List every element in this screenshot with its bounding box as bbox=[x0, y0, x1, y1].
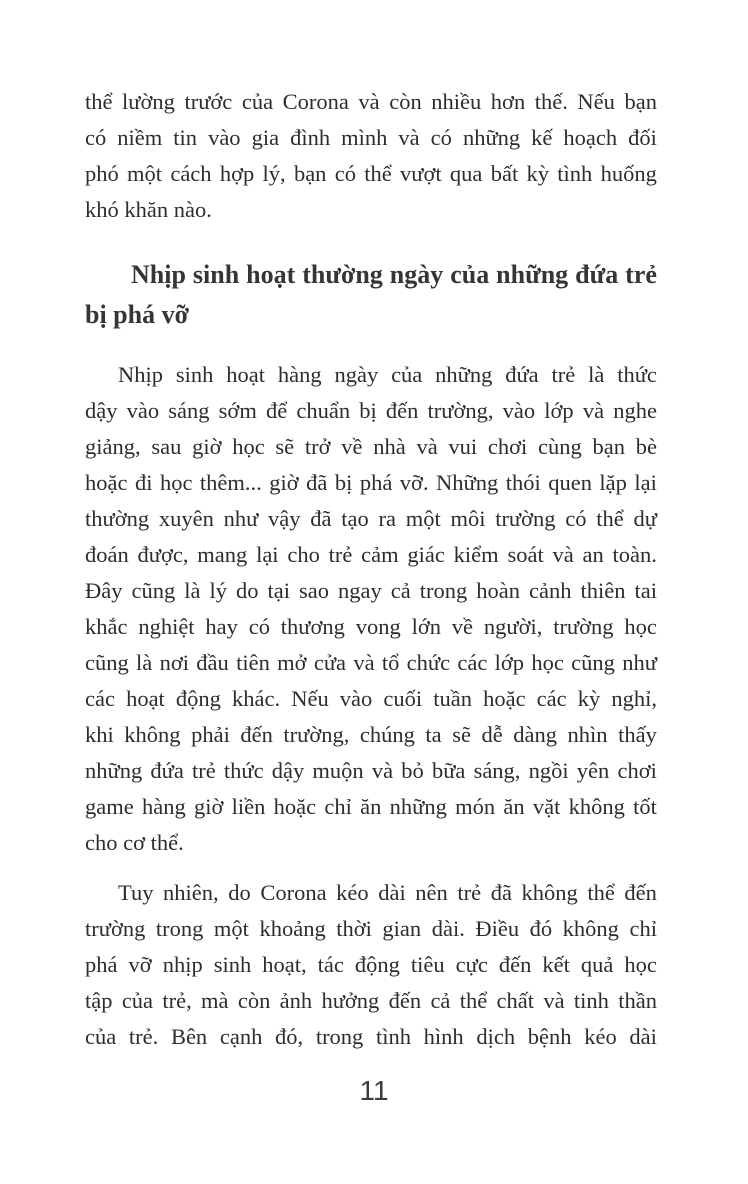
paragraph bbox=[85, 875, 657, 1055]
text-line: Tuy nhiên, do Corona kéo dài nên trẻ đã không thể đến bbox=[118, 880, 657, 905]
text-line: khi không phải đến trường, chúng ta sẽ dễ dàng nhìn thấy bbox=[85, 722, 657, 747]
text-line: cũng là nơi đầu tiên mở cửa và tổ chức các lớp học cũng như bbox=[85, 650, 657, 675]
text-line: thể lường trước của Corona và còn nhiều hơn thế. Nếu bạn bbox=[85, 89, 657, 114]
text-line: đoán được, mang lại cho trẻ cảm giác kiểm soát và an toàn. bbox=[85, 542, 657, 567]
text-line: những đứa trẻ thức dậy muộn và bỏ bữa sáng, ngồi yên chơi bbox=[85, 758, 657, 783]
text-line: của trẻ. Bên cạnh đó, trong tình hình dịch bệnh kéo dài bbox=[85, 1024, 657, 1049]
paragraph bbox=[85, 84, 657, 228]
text-line: phá vỡ nhịp sinh hoạt, tác động tiêu cực đến kết quả học bbox=[85, 952, 657, 977]
text-line: bị phá vỡ bbox=[85, 300, 189, 329]
text-line: khắc nghiệt hay có thương vong lớn về người, trường học bbox=[85, 614, 657, 639]
text-line: cho cơ thể. bbox=[85, 830, 184, 855]
section-heading bbox=[85, 255, 657, 335]
body-text bbox=[85, 84, 657, 1055]
text-line: Nhịp sinh hoạt thường ngày của những đứa trẻ bbox=[131, 260, 657, 289]
text-line: phó một cách hợp lý, bạn có thể vượt qua bất kỳ tình huống bbox=[85, 161, 657, 186]
text-line: hoặc đi học thêm... giờ đã bị phá vỡ. Những thói quen lặp lại bbox=[85, 470, 657, 495]
text-line: Đây cũng là lý do tại sao ngay cả trong hoàn cảnh thiên tai bbox=[85, 578, 657, 603]
text-line: Nhịp sinh hoạt hàng ngày của những đứa trẻ là thức bbox=[118, 362, 657, 387]
text-line: các hoạt động khác. Nếu vào cuối tuần hoặc các kỳ nghỉ, bbox=[85, 686, 657, 711]
text-line: khó khăn nào. bbox=[85, 197, 212, 222]
page-footer bbox=[0, 1076, 748, 1106]
text-line: game hàng giờ liền hoặc chỉ ăn những món ăn vặt không tốt bbox=[85, 794, 657, 819]
text-line: tập của trẻ, mà còn ảnh hưởng đến cả thể chất và tinh thần bbox=[85, 988, 657, 1013]
page-number: 11 bbox=[359, 1075, 389, 1106]
text-line: trường trong một khoảng thời gian dài. Điều đó không chỉ bbox=[85, 916, 657, 941]
paragraph bbox=[85, 357, 657, 861]
text-line: thường xuyên như vậy đã tạo ra một môi trường có thể dự bbox=[85, 506, 657, 531]
text-line: dậy vào sáng sớm để chuẩn bị đến trường, vào lớp và nghe bbox=[85, 398, 657, 423]
text-line: giảng, sau giờ học sẽ trở về nhà và vui chơi cùng bạn bè bbox=[85, 434, 657, 459]
text-line: có niềm tin vào gia đình mình và có những kế hoạch đối bbox=[85, 125, 657, 150]
